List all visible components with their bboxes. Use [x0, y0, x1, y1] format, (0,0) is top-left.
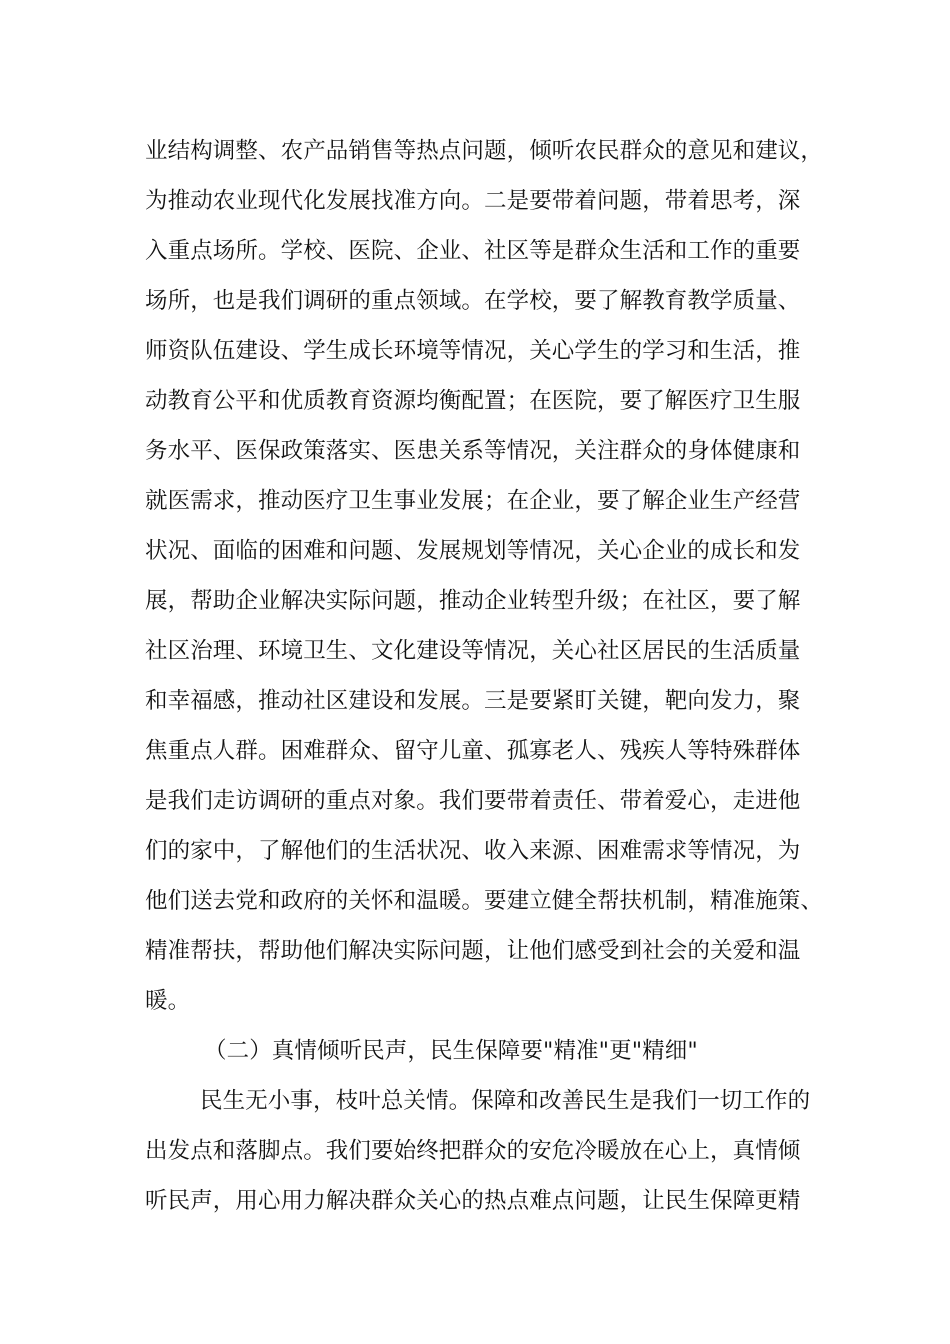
body-text-line: 暖。 — [145, 988, 191, 1014]
body-text-line: 们的家中，了解他们的生活状况、收入来源、困难需求等情况，为 — [145, 838, 801, 864]
body-text-line: 民生无小事，枝叶总关情。保障和改善民生是我们一切工作的 — [200, 1088, 811, 1114]
body-text-line: 社区治理、环境卫生、文化建设等情况，关心社区居民的生活质量 — [145, 638, 801, 664]
body-text-line: 场所，也是我们调研的重点领域。在学校，要了解教育教学质量、 — [145, 288, 801, 314]
body-text-line: 听民声，用心用力解决群众关心的热点难点问题，让民生保障更精 — [145, 1188, 801, 1214]
body-text-line: 是我们走访调研的重点对象。我们要带着责任、带着爱心，走进他 — [145, 788, 801, 814]
body-text-line: 焦重点人群。困难群众、留守儿童、孤寡老人、残疾人等特殊群体 — [145, 738, 801, 764]
body-text-line: 出发点和落脚点。我们要始终把群众的安危冷暖放在心上，真情倾 — [145, 1138, 801, 1164]
body-text-line: 入重点场所。学校、医院、企业、社区等是群众生活和工作的重要 — [145, 238, 801, 264]
section-heading: （二）真情倾听民声，民生保障要"精准"更"精细" — [204, 1038, 698, 1064]
body-text-line: 状况、面临的困难和问题、发展规划等情况，关心企业的成长和发 — [145, 538, 801, 564]
body-text-line: 务水平、医保政策落实、医患关系等情况，关注群众的身体健康和 — [145, 438, 801, 464]
body-text-line: 就医需求，推动医疗卫生事业发展；在企业，要了解企业生产经营 — [145, 488, 801, 514]
body-text-line: 动教育公平和优质教育资源均衡配置；在医院，要了解医疗卫生服 — [145, 388, 801, 414]
body-text-line: 精准帮扶，帮助他们解决实际问题，让他们感受到社会的关爱和温 — [145, 938, 801, 964]
body-text-line: 业结构调整、农产品销售等热点问题，倾听农民群众的意见和建议， — [145, 138, 824, 164]
body-text-line: 师资队伍建设、学生成长环境等情况，关心学生的学习和生活，推 — [145, 338, 801, 364]
body-text-line: 他们送去党和政府的关怀和温暖。要建立健全帮扶机制，精准施策、 — [145, 888, 824, 914]
body-text-line: 为推动农业现代化发展找准方向。二是要带着问题，带着思考，深 — [145, 188, 801, 214]
body-text-line: 展，帮助企业解决实际问题，推动企业转型升级；在社区，要了解 — [145, 588, 801, 614]
body-text-line: 和幸福感，推动社区建设和发展。三是要紧盯关键，靶向发力，聚 — [145, 688, 801, 714]
